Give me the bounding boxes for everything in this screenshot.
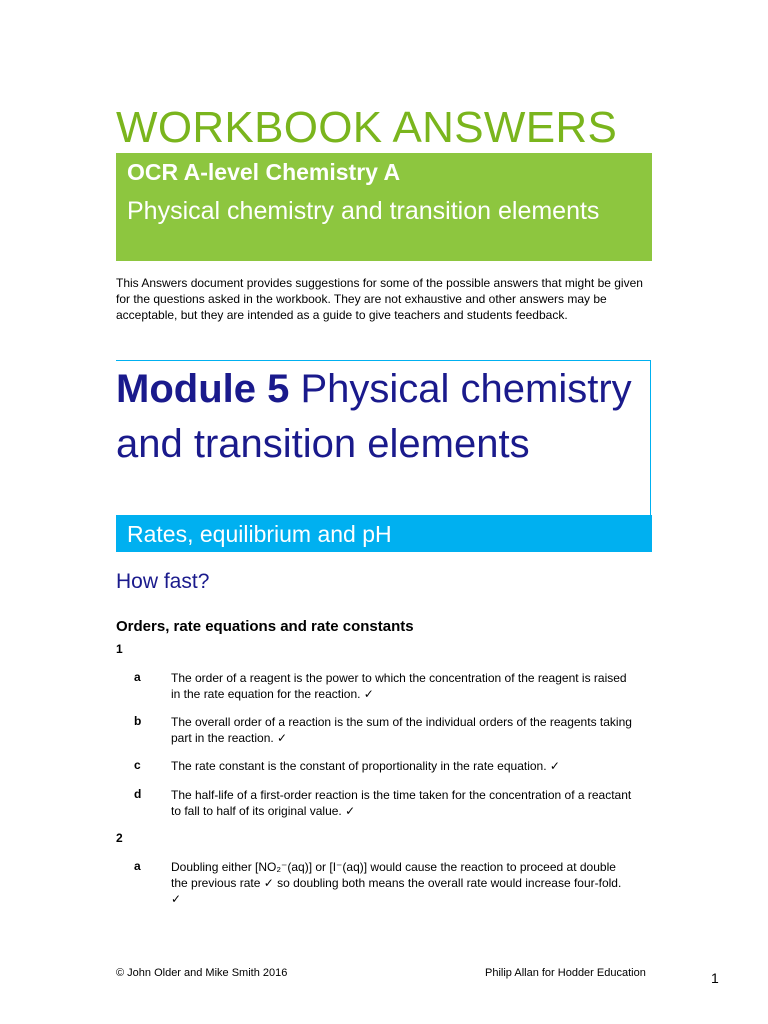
part-letter: b	[134, 714, 142, 728]
part-letter: a	[134, 670, 141, 684]
module-band	[116, 515, 652, 552]
part-letter: a	[134, 859, 141, 873]
part-text: The order of a reagent is the power to which the concentration of the reagent is raised in the rate equation for the reaction. ✓	[171, 671, 627, 701]
question-number: 2	[116, 831, 123, 845]
section-heading: How fast?	[116, 570, 210, 593]
part-text: Doubling either [NO₂⁻(aq)] or [I⁻(aq)] would cause the reaction to proceed at double the previous rate ✓ so doubling both means the overall rate would increase four-fold. ✓	[171, 860, 622, 906]
subject-title: OCR A-level Chemistry A	[127, 159, 401, 185]
footer-copyright: © John Older and Mike Smith 2016	[116, 967, 288, 979]
part-letter: d	[134, 787, 142, 801]
module-band-label: Rates, equilibrium and pH	[127, 521, 392, 547]
part-text: The overall order of a reaction is the sum of the individual orders of the reagents taking part in the reaction. ✓	[171, 715, 632, 745]
part-text: The half-life of a first-order reaction is the time taken for the concentration of a reactant to fall to half of its original value. ✓	[171, 788, 632, 818]
module-heading	[116, 362, 646, 472]
footer-publisher: Philip Allan for Hodder Education	[485, 967, 646, 979]
subject-banner	[116, 153, 652, 261]
question-number: 1	[116, 642, 123, 656]
document-title: WORKBOOK ANSWERS	[116, 103, 618, 152]
module-number: Module 5	[116, 367, 290, 411]
module-title: Physical chemistry and transition elements	[116, 367, 632, 466]
sub-heading: Orders, rate equations and rate constants	[116, 618, 414, 635]
page-number: 1	[711, 970, 719, 986]
intro-paragraph: This Answers document provides suggestions for some of the possible answers that might be given for the questions asked in the workbook. They are not exhaustive and other answers may be acceptable, but they are intended as a guide to give teachers and students feedback.	[116, 276, 643, 322]
topic-title: Physical chemistry and transition elements	[127, 197, 600, 225]
part-letter: c	[134, 758, 141, 772]
part-text: The rate constant is the constant of proportionality in the rate equation. ✓	[171, 759, 560, 773]
